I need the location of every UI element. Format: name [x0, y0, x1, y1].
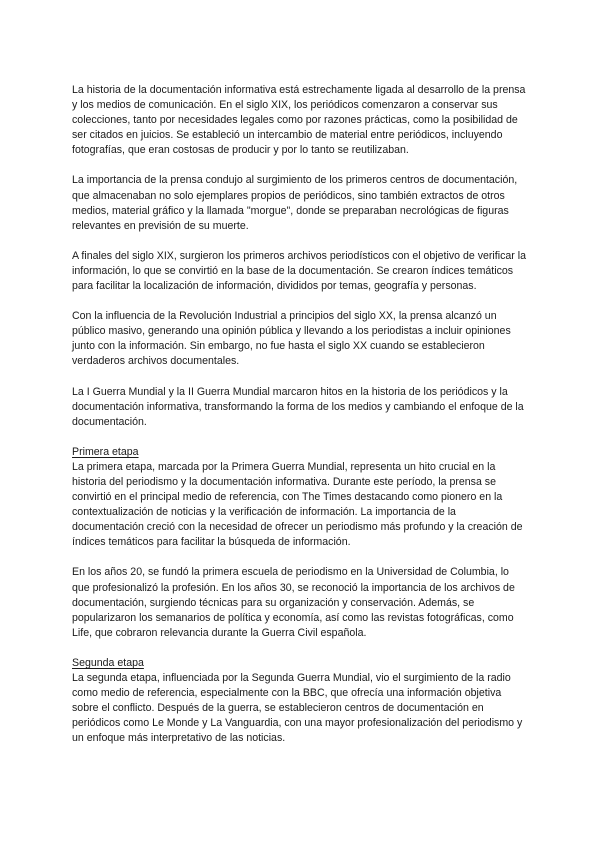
paragraph-intro-1: La historia de la documentación informativa está estrechamente ligada al desarrollo de la prensa y los medios de comunicación. En el siglo XIX, los periódicos comenzaron a conservar sus colecciones, tanto por necesidades legales como por razones prácticas, como la posibilidad de ser citados en juicios. Se estableció un intercambio de material entre periódicos, incluyendo fotografías, que eran costosas de producir y por lo tanto se reutilizaban.	[72, 84, 526, 157]
paragraph-primera-etapa-2: En los años 20, se fundó la primera escuela de periodismo en la Universidad de Columbia, lo que profesionalizó la profesión. En los años 30, se reconoció la importancia de los archivos de documentación, surgiendo técnicas para su organización y conservación. Además, se popularizaron los semanarios de política y economía, así como las revistas fotográficas, como Life, que cobraron relevancia durante la Guerra Civil española.	[72, 566, 515, 639]
paragraph-segunda-etapa-1: La segunda etapa, influenciada por la Segunda Guerra Mundial, vio el surgimiento de la radio como medio de referencia, especialmente con la BBC, que ofrecía una información objetiva sobre el conflicto. Después de la guerra, se establecieron centros de documentación en periódicos como Le Monde y La Vanguardia, con una mayor profesionalización del periodismo y un enfoque más interpretativo de las noticias.	[72, 672, 523, 745]
paragraph-intro-2: La importancia de la prensa condujo al surgimiento de los primeros centros de documentación, que almacenaban no solo ejemplares propios de periódicos, sino también extractos de otros medios, material gráfico y la llamada "morgue", donde se preparaban necrológicas de figuras relevantes en previsión de su muerte.	[72, 174, 518, 232]
section-heading-segunda-etapa: Segunda etapa	[72, 656, 144, 669]
document-body	[72, 83, 526, 746]
paragraph-intro-4: Con la influencia de la Revolución Industrial a principios del siglo XX, la prensa alcanzó un público masivo, generando una opinión pública y llevando a los periodistas a incluir opiniones junto con la información. Sin embargo, no fue hasta el siglo XX cuando se establecieron verdaderos archivos documentales.	[72, 310, 511, 368]
section-heading-primera-etapa: Primera etapa	[72, 445, 139, 458]
paragraph-primera-etapa-1: La primera etapa, marcada por la Primera Guerra Mundial, representa un hito crucial en la historia del periodismo y la documentación informativa. Durante este período, la prensa se convirtió en el principal medio de referencia, con The Times destacando como pionero en la contextualización de noticias y la verificación de información. La importancia de la documentación creció con la necesidad de ofrecer un periodismo más profundo y la creación de índices temáticos para facilitar la búsqueda de información.	[72, 460, 523, 549]
paragraph-intro-5: La I Guerra Mundial y la II Guerra Mundial marcaron hitos en la historia de los periódicos y la documentación informativa, transformando la forma de los medios y cambiando el enfoque de la documentación.	[72, 385, 524, 428]
paragraph-intro-3: A finales del siglo XIX, surgieron los primeros archivos periodísticos con el objetivo de verificar la información, lo que se convirtió en la base de la documentación. Se crearon índices temáticos para facilitar la localización de información, divididos por temas, geografía y personas.	[72, 249, 526, 293]
